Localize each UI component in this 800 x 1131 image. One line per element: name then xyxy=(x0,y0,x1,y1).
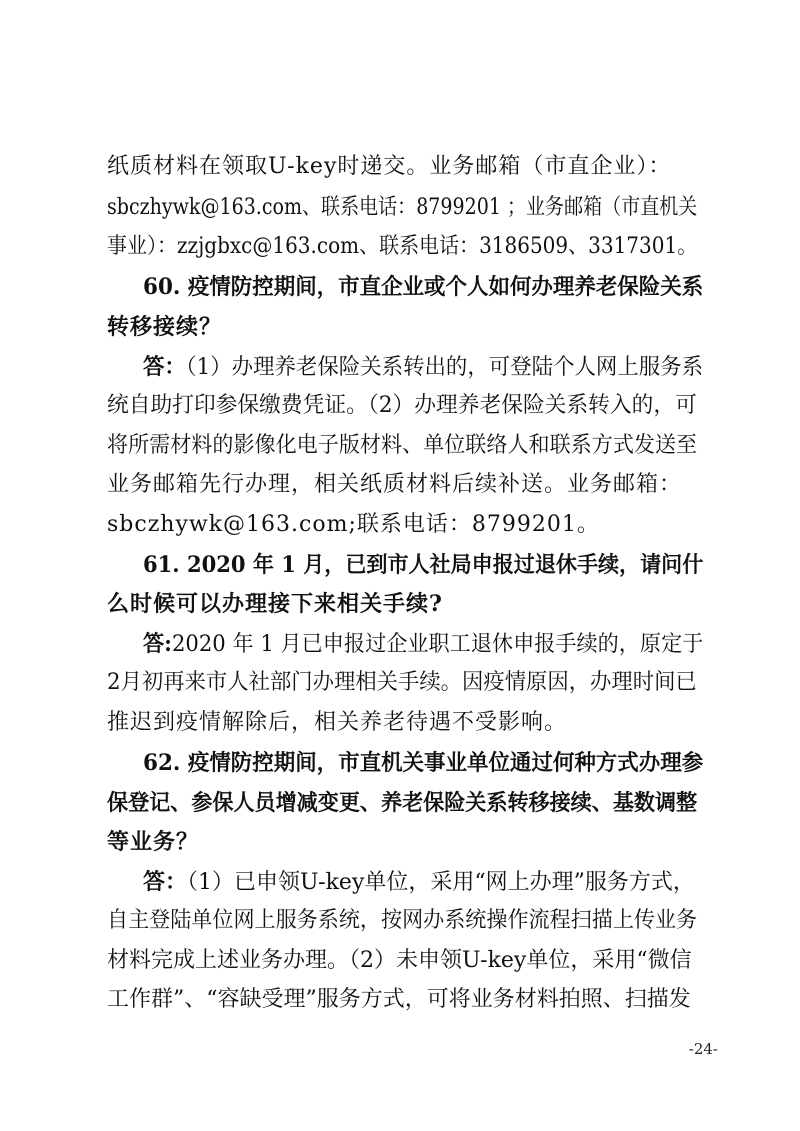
question-heading: 60. 疫情防控期间，市直企业或个人如何办理养老保险关系 xyxy=(143,274,704,300)
text-line: 材料完成上述业务办理。（2）未申领U-key单位，采用“微信 xyxy=(107,948,692,973)
page-number: -24- xyxy=(688,1040,718,1058)
answer-line: 答：（1）已申领U-key单位，采用“网上办理”服务方式， xyxy=(143,869,695,895)
answer-label: 答： xyxy=(143,354,186,380)
question-heading: 么时候可以办理接下来相关手续? xyxy=(107,591,443,617)
text-line: 将所需材料的影像化电子版材料、单位联络人和联系方式发送至 xyxy=(107,433,698,458)
text-line: 2月初再来市人社部门办理相关手续。因疫情原因，办理时间已 xyxy=(107,670,697,695)
answer-label: 答: xyxy=(143,631,172,657)
answer-label: 答： xyxy=(143,869,188,895)
text-line: 自主登陆单位网上服务系统，按网办系统操作流程扫描上传业务 xyxy=(107,908,698,933)
answer-line: 答:2020 年 1 月已申报过企业职工退休申报手续的，原定于 xyxy=(143,631,704,657)
text-line: 统自助打印参保缴费凭证。（2）办理养老保险关系转入的，可 xyxy=(107,393,697,418)
text-line: 事业）：zzjgbxc@163.com、联系电话：3186509、3317301。 xyxy=(107,234,698,259)
question-heading: 转移接续？ xyxy=(107,314,223,340)
text-line: 纸质材料在领取U-key时递交。业务邮箱（市直企业）： xyxy=(107,154,672,179)
text-line: 业务邮箱先行办理，相关纸质材料后续补送。业务邮箱： xyxy=(107,472,683,497)
question-heading: 61. 2020 年 1 月，已到市人社局申报过退休手续，请问什 xyxy=(143,552,704,578)
text-line: 推迟到疫情解除后，相关养老待遇不受影响。 xyxy=(107,710,568,735)
question-heading: 保登记、参保人员增减变更、养老保险关系转移接续、基数调整 xyxy=(107,790,698,816)
question-heading: 等业务？ xyxy=(107,829,200,855)
text-line: 工作群”、“容缺受理”服务方式，可将业务材料拍照、扫描发 xyxy=(107,987,691,1012)
question-heading: 62. 疫情防控期间，市直机关事业单位通过何种方式办理参 xyxy=(143,750,704,776)
answer-line: 答：（1）办理养老保险关系转出的，可登陆个人网上服务系 xyxy=(143,354,704,380)
text-line: sbczhywk@163.com;联系电话：8799201。 xyxy=(107,512,600,537)
text-line: sbczhywk@163.com、联系电话：8799201 ；业务邮箱（市直机关 xyxy=(107,195,698,220)
